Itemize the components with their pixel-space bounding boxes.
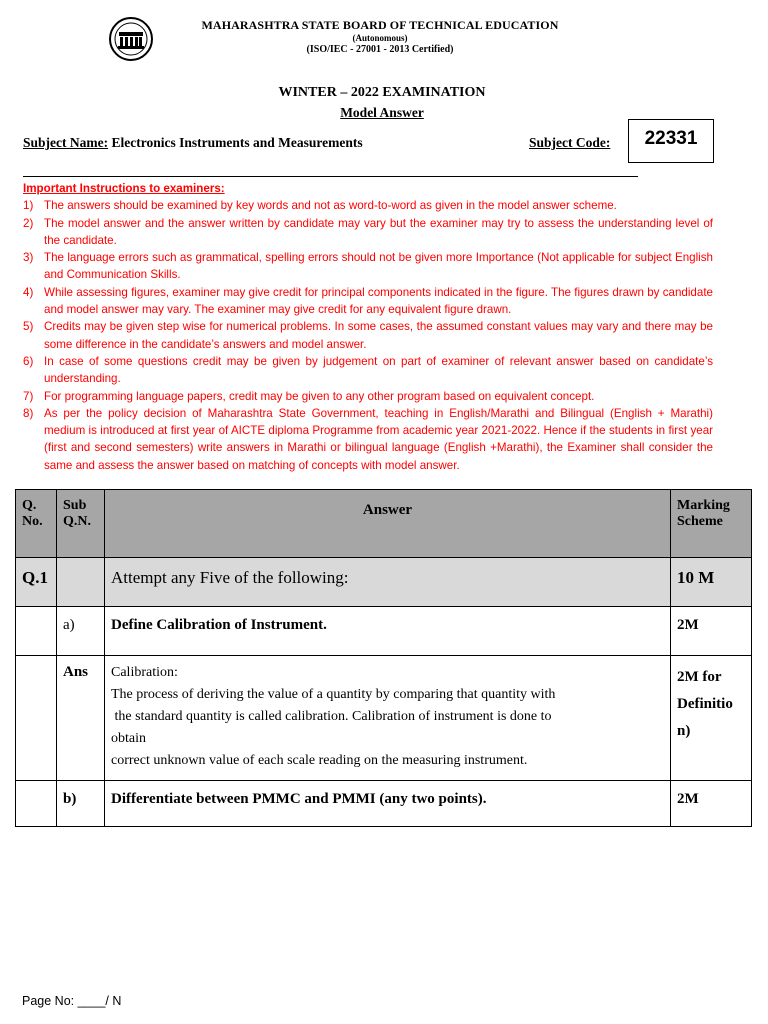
model-answer-title: Model Answer xyxy=(340,105,424,120)
qa-sub: a) xyxy=(57,607,105,656)
qa-marks: 2M xyxy=(671,607,752,656)
q1-marks: 10 M xyxy=(671,558,752,607)
q1-sub-empty xyxy=(57,558,105,607)
subject-name-value: Electronics Instruments and Measurements xyxy=(108,135,363,150)
instructions-list xyxy=(23,197,713,474)
qa-question: Define Calibration of Instrument. xyxy=(105,607,671,656)
ans-line: correct unknown value of each scale reading on the measuring instrument. xyxy=(111,753,528,768)
subject-code-box: 22331 xyxy=(628,119,714,163)
header-divider xyxy=(23,176,638,177)
instruction-item: 4) While assessing figures, examiner may give credit for principal components indicated in the figure. The figures drawn by candidate and model answer may vary. The examiner may give credit for any equivalent figure drawn. xyxy=(23,285,713,317)
ans-line: The process of deriving the value of a quantity by comparing that quantity with xyxy=(111,687,556,702)
header-qno: Q. No. xyxy=(16,490,57,558)
header-answer: Answer xyxy=(105,490,671,558)
iso-certification: (ISO/IEC - 27001 - 2013 Certified) xyxy=(306,44,454,55)
instruction-item: 6) In case of some questions credit may be given by judgement on part of examiner of relevant answer based on candidate’s understanding. xyxy=(23,354,713,386)
q1-number: Q.1 xyxy=(16,558,57,607)
answer-table xyxy=(15,489,752,827)
qa-number-empty xyxy=(16,607,57,656)
ans-body xyxy=(105,656,671,781)
qb-sub: b) xyxy=(57,781,105,827)
ans-label: Ans xyxy=(57,656,105,781)
subject-code-label: Subject Code: xyxy=(529,135,611,150)
instruction-item: 7) For programming language papers, credit may be given to any other program based on equivalent concept. xyxy=(23,389,595,403)
exam-title: WINTER – 2022 EXAMINATION xyxy=(278,85,486,100)
instruction-item: 8) As per the policy decision of Maharashtra State Government, teaching in English/Marathi and Bilingual (English + Marathi) medium is introduced at first year of AICTE diploma Programme from academic year 2021-2022. Hence if the students in first year (first and second semesters) write answers in Marathi or bilingual language (English +Marathi), the Examiner shall consider the same and assess the answer based on matching of concepts with model answer. xyxy=(23,406,713,472)
table-row xyxy=(16,656,752,781)
qb-marks: 2M xyxy=(671,781,752,827)
instruction-item: 3) The language errors such as grammatical, spelling errors should not be given more Importance (Not applicable for subject English and Communication Skills. xyxy=(23,251,713,282)
autonomous-label: (Autonomous) xyxy=(352,33,408,43)
subject-name xyxy=(23,135,363,151)
table-row xyxy=(16,781,752,827)
table-row xyxy=(16,558,752,607)
table-row xyxy=(16,607,752,656)
instruction-item: 5) Credits may be given step wise for numerical problems. In some cases, the assumed constant values may vary and there may be some difference in the candidate’s answers and model answer. xyxy=(23,320,713,351)
instructions xyxy=(23,180,713,474)
ans-line: obtain xyxy=(111,731,146,746)
q1-instruction: Attempt any Five of the following: xyxy=(105,558,671,607)
header-subqn: Sub Q.N. xyxy=(57,490,105,558)
qb-question: Differentiate between PMMC and PMMI (any two points). xyxy=(105,781,671,827)
instruction-item: 1) The answers should be examined by key words and not as word-to-word as given in the model answer scheme. xyxy=(23,199,617,213)
ans-number-empty xyxy=(16,656,57,781)
msbte-logo xyxy=(108,16,154,62)
ans-marks: 2M for Definitio n) xyxy=(671,656,752,781)
ans-line: the standard quantity is called calibration. Calibration of instrument is done to xyxy=(111,709,552,724)
subject-name-label: Subject Name: xyxy=(23,135,109,150)
ans-heading: Calibration: xyxy=(111,665,178,680)
instructions-title: Important Instructions to examiners: xyxy=(23,182,225,195)
qb-number-empty xyxy=(16,781,57,827)
instruction-item: 2) The model answer and the answer written by candidate may vary but the examiner may try to assess the understanding level of the candidate. xyxy=(23,216,713,247)
header-marking: Marking Scheme xyxy=(671,490,752,558)
table-header-row xyxy=(16,490,752,558)
board-name: MAHARASHTRA STATE BOARD OF TECHNICAL EDUCATION xyxy=(201,18,559,32)
page-number: Page No: ____/ N xyxy=(22,994,122,1008)
